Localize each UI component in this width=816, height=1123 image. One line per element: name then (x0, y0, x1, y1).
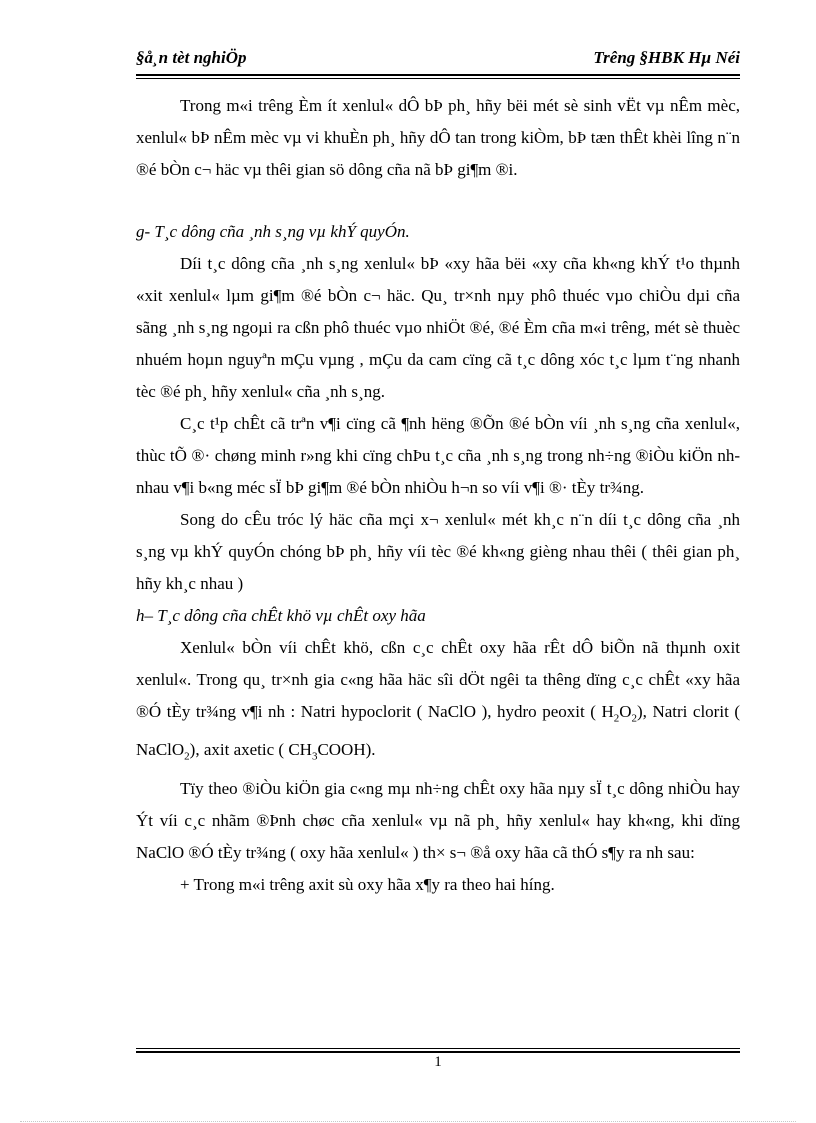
footer-rule-thick (136, 1051, 740, 1053)
paragraph-4: Song do cÊu tróc lý häc cña mçi x¬ xenlul« mét kh¸c n¨n díi t¸c dông cña ¸nh s¸ng vµ khÝ quyÓn chóng bÞ ph¸ hñy víi tèc ®é kh«ng gièng nhau thêi ( thêi gian ph¸ hñy kh¸c nhau ) (136, 510, 740, 593)
paragraph-7: + Trong m«i trêng axit sù oxy hãa x¶y ra theo hai híng. (180, 874, 555, 894)
spacer (136, 186, 740, 216)
paragraph-5-text-c: ), Natri clorit ( NaClO (136, 702, 740, 760)
subscript: 2 (184, 750, 190, 763)
header-rule-thin (136, 78, 740, 79)
page-break-line (20, 1121, 796, 1122)
page-number: 1 (434, 1054, 442, 1070)
paragraph-6: Tïy theo ®iÒu kiÖn gia c«ng mµ nh÷ng chÊt oxy hãa nµy sÏ t¸c dông nhiÒu hay Ýt víi c¸c nhãm ®Þnh chøc cña xenlul« vµ nã ph¸ hñy xenlul« hay kh«ng, khi dïng NaClO ®Ó tÈy tr¾ng ( oxy hãa xenlul« ) th× s¬ ®å oxy hãa cã thÓ s¶y ra nh sau: (136, 778, 740, 862)
subscript: 2 (613, 712, 620, 725)
subscript: 2 (631, 712, 637, 725)
paragraph-5 (136, 632, 740, 773)
paragraph-5-text-e: COOH). (317, 740, 376, 760)
header-left-title: §å¸n tèt nghiÖp (136, 48, 247, 67)
section-heading-h: h– T¸c dông cña chÊt khö vµ chÊt oxy hãa (136, 606, 426, 625)
section-heading-g: g- T¸c dông cña ¸nh s¸ng vµ khÝ quyÓn. (136, 222, 410, 241)
paragraph-2: Díi t¸c dông cña ¸nh s¸ng xenlul« bÞ «xy hãa bëi «xy cña kh«ng khÝ t¹o thµnh «xit xenlul« lµm gi¶m ®é bÒn c¬ häc. Qu¸ tr×nh nµy phô thuéc vµo chiÒu dµi cña sãng ¸nh s¸ng ngoµi ra cßn phô thuéc vµo nhiÖt ®é, ®é Èm cña m«i trêng, mét sè thuèc nhuém hoµn nguyªn mÇu vµng , mÇu da cam cïng cã t¸c dông xóc t¸c lµm t¨ng nhanh tèc ®é ph¸ hñy xenlul« cña ¸nh s¸ng. (136, 254, 740, 401)
document-body (136, 90, 740, 901)
paragraph-5-text-a: Xenlul« bÒn víi chÊt khö, cßn c¸c chÊt oxy hãa rÊt dÔ biÕn nã thµnh oxit xenlul«. Trong qu¸ tr×nh gia c«ng hãa häc sîi dÖt ngêi ta thêng dïng c¸c chÊt «xy hãa ®Ó tÈy tr¾ng v¶i nh : Natri hypoclorit ( NaClO ), hydro peoxit ( H (136, 638, 740, 721)
header-right-title: Trêng §HBK Hµ Néi (593, 48, 740, 67)
paragraph-3: C¸c t¹p chÊt cã trªn v¶i cïng cã ¶nh hëng ®Õn ®é bÒn víi ¸nh s¸ng cña xenlul«, thùc tÕ ®· chøng minh r»ng khi cïng chÞu t¸c cña ¸nh s¸ng trong nh÷ng ®iÒu kiÖn nh nhau v¶i b«ng méc sÏ bÞ gi¶m ®é bÒn nhiÒu h¬n so víi v¶i ®· tÈy tr¾ng. (136, 414, 740, 497)
subscript: 3 (311, 750, 318, 763)
paragraph-5-text-d: ), axit axetic ( CH (189, 740, 312, 760)
paragraph-1: Trong m«i trêng Èm ít xenlul« dÔ bÞ ph¸ hñy bëi mét sè sinh vËt vµ nÊm mèc, xenlul« bÞ nÊm mèc vµ vi khuÈn ph¸ hñy dÔ tan trong kiÒm, bÞ tæn thÊt khèi lîng n¨n ®é bÒn c¬ häc vµ thêi gian sö dông cña nã bÞ gi¶m ®i. (136, 96, 740, 179)
paragraph-5-text-b: O (619, 702, 632, 721)
header-rule-thick (136, 74, 740, 76)
footer-rule-thin (136, 1048, 740, 1049)
page-header (136, 48, 740, 72)
